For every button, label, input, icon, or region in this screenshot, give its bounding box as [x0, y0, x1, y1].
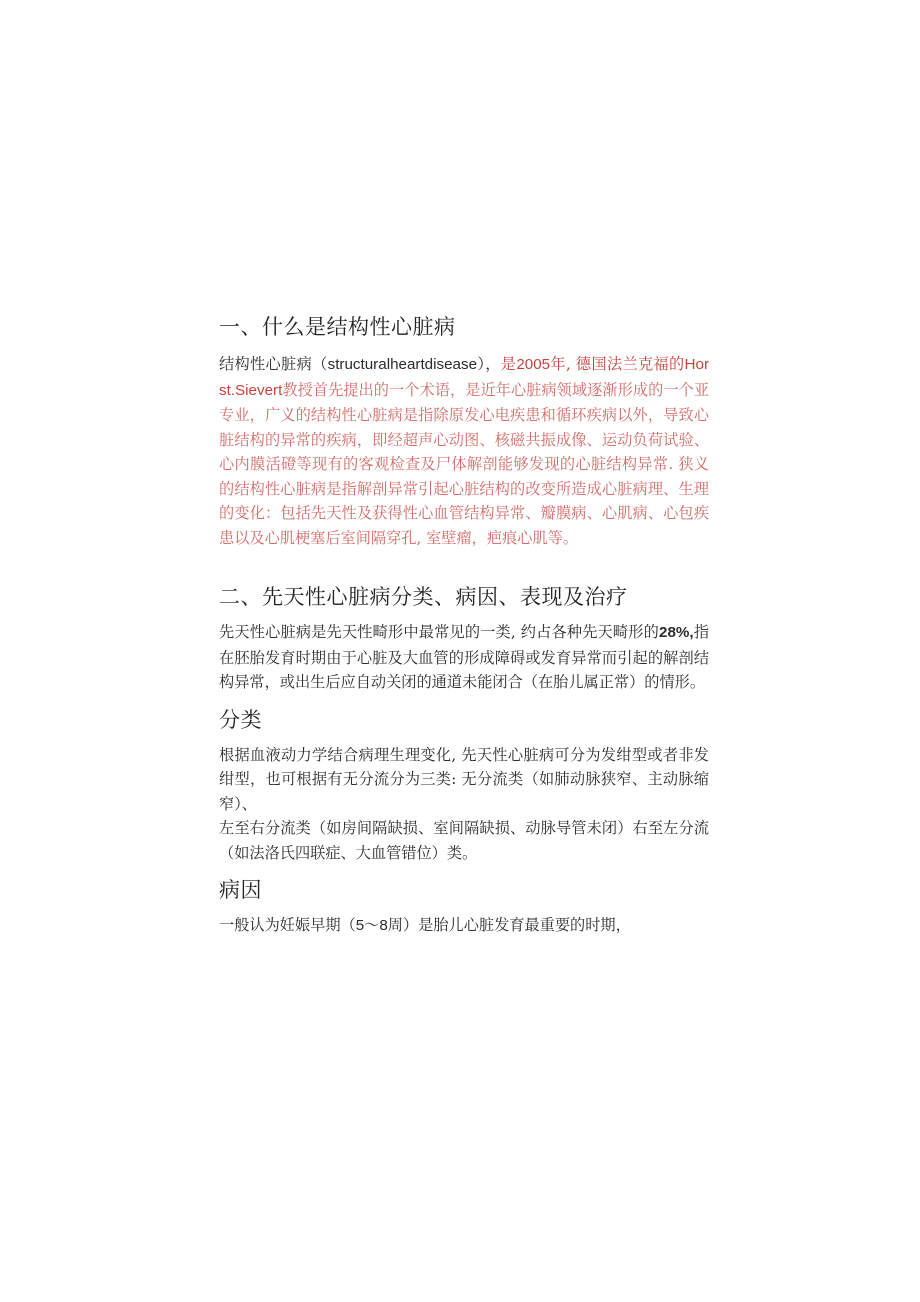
text-span: 周）是胎儿心脏发育最重要的时期，: [387, 916, 631, 934]
subheading-classification: 分类: [219, 707, 262, 732]
document-page: [219, 310, 709, 939]
person-name: Horst.Sievert: [219, 356, 710, 399]
structural-heart-disease-paragraph: [219, 352, 709, 550]
section-heading-congenital-heart-disease: 二、先天性心脏病分类、病因、表现及治疗: [219, 585, 628, 609]
etiology-paragraph: [219, 913, 709, 939]
year-value: 2005: [516, 356, 551, 373]
subheading-etiology: 病因: [219, 878, 262, 902]
text-span: ），: [477, 355, 501, 373]
classification-paragraph-continued: 左至右分流类（如房间隔缺损、室间隔缺损、动脉导管未闭）右至左分流（如法洛氏四联症、大血管错位）类。: [219, 819, 709, 862]
text-span: 一般认为妊娠早期（: [219, 916, 356, 934]
highlighted-text: 是: [500, 355, 517, 373]
highlighted-text: 教授首先提出的一个术语，是近年心脏病领域逐渐形成的一个亚专业，广义的结构性心脏病是指除原发心电疾患和循环疾病以外，导致心脏结构的异常的疾病，即经超声心动图、核磁共振成像、运动负荷试验、心内膜活磴等现有的客观检查及尸体解剖能够发现的心脏结构异常. 狭义的结构性心脏病是指解剖异常引起心脏结构的改变所造成心脏病理、生理的变化：包括先天性及获得性心血管结构异常、瓣膜病、心肌病、心包疾患以及心肌梗塞后室间隔穿孔, 室壁瘤，疤痕心肌等。: [219, 380, 709, 547]
text-span: 先天性心脏病是先天性畸形中最常见的一类, 约占各种先天畸形的: [219, 623, 660, 641]
section-heading-structural-heart-disease: 一、什么是结构性心脏病: [219, 315, 456, 339]
congenital-heart-disease-paragraph: [219, 620, 709, 695]
week-range: 5～8: [355, 917, 388, 934]
text-span: 指在胚胎发育时期由于心脏及大血管的形成障碍或发育异常而引起的解剖结构异常，或出生后应自动关闭的通道未能闭合（在胎儿属正常）的情形。: [219, 623, 710, 691]
highlighted-text: 年, 德国法兰克福的: [550, 355, 685, 373]
english-term: structuralheartdisease: [327, 356, 478, 373]
text-span: 结构性心脏病（: [219, 355, 328, 373]
classification-paragraph: 根据血液动力学结合病理生理变化, 先天性心脏病可分为发绀型或者非发绀型，也可根据有无分流分为三类: 无分流类（如肺动脉狭窄、主动脉缩窄）、: [219, 745, 709, 813]
percentage-value: 28%,: [659, 624, 694, 641]
